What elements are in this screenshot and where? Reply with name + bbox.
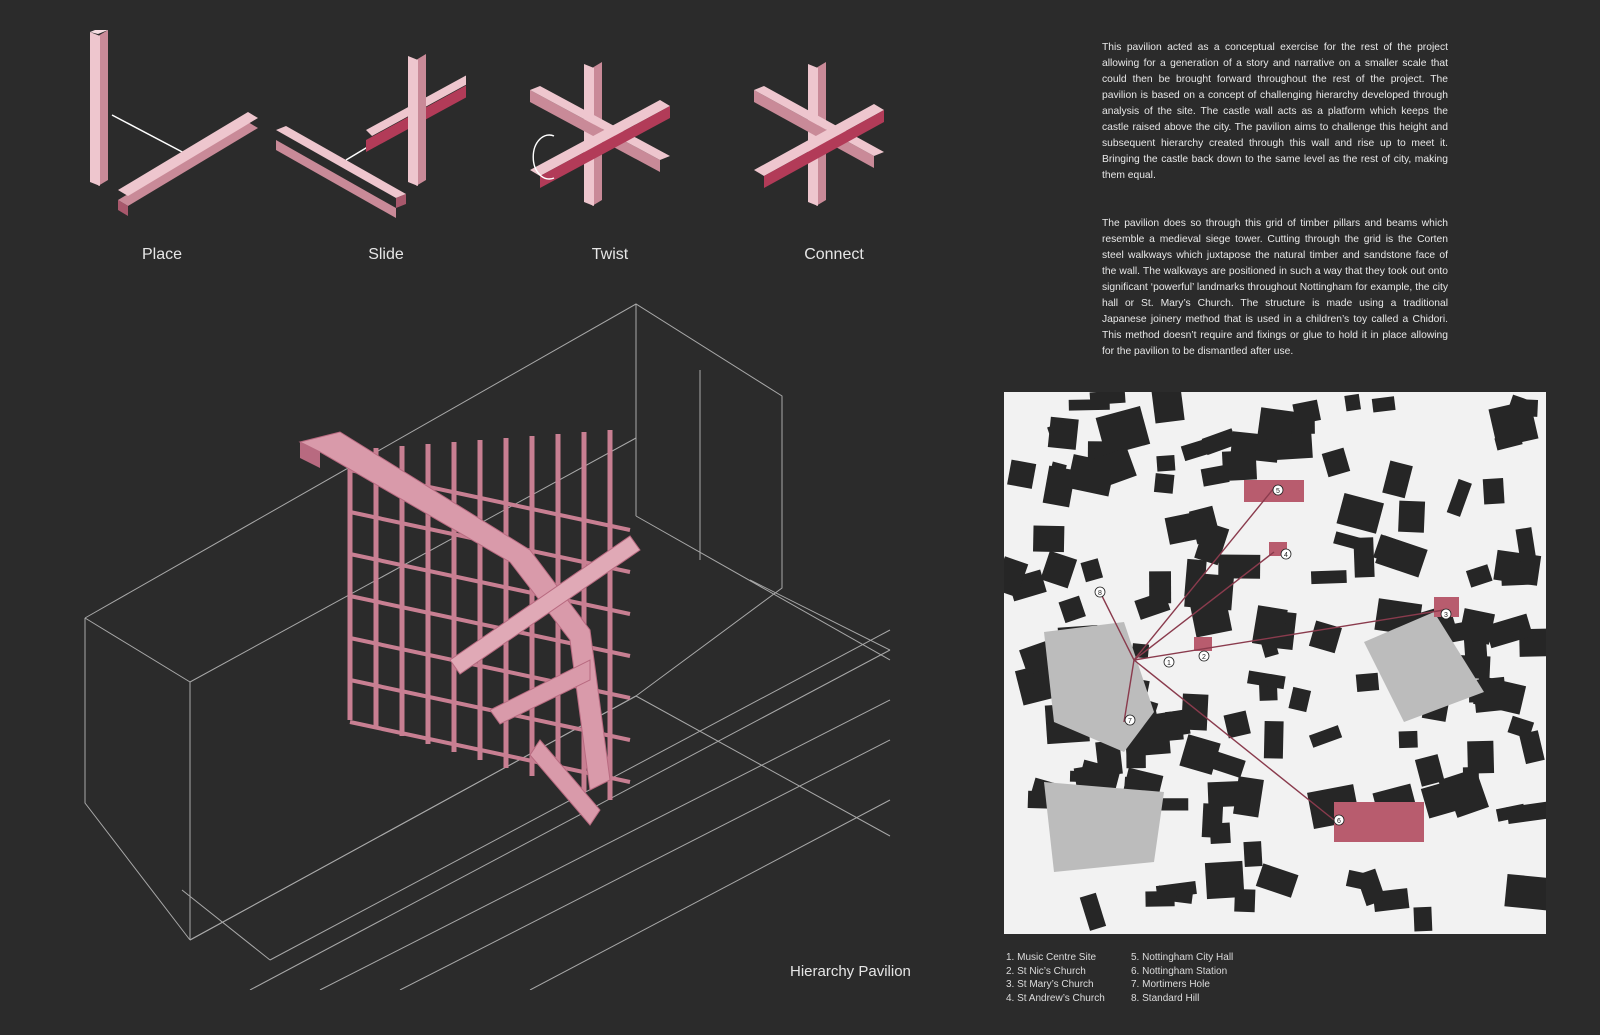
map-building <box>1288 687 1311 712</box>
site-map <box>1004 392 1546 934</box>
map-building <box>1311 570 1347 584</box>
legend-column-1 <box>1006 951 1105 1005</box>
map-building <box>1356 869 1386 906</box>
map-marker-label: 2 <box>1202 654 1206 661</box>
legend-item: 2. St Nic’s Church <box>1006 965 1086 977</box>
map-building <box>1033 526 1064 553</box>
drawing-caption: Hierarchy Pavilion <box>790 963 911 980</box>
description-paragraph-1: This pavilion acted as a conceptual exercise for the rest of the project allowing for a generation of a story and narrative on a smaller scale that could then be brought forward throughout the rest of the project. The pavilion is based on a concept of challenging hierarchy developed through analysis of the site. The castle wall acts as a platform which keeps the castle raised above the city. The pavilion aims to challenge this height and subsequent hierarchy created through this wall and rise up to meet it. Bringing the castle back down to the same level as the rest of city, making them equal. <box>1102 42 1448 181</box>
map-building <box>1264 721 1284 759</box>
map-marker-label: 4 <box>1284 552 1288 559</box>
joint-label-connect: Connect <box>804 246 864 263</box>
joint-diagram-twist <box>530 30 720 220</box>
map-marker-label: 7 <box>1128 718 1132 725</box>
map-building <box>1059 596 1086 623</box>
map-building <box>1156 455 1175 472</box>
map-building <box>1322 448 1351 478</box>
map-building <box>1483 478 1505 504</box>
map-building <box>1466 564 1493 587</box>
map-building <box>1309 621 1342 654</box>
map-marker-label: 3 <box>1444 612 1448 619</box>
map-marker-label: 5 <box>1276 488 1280 495</box>
map-building <box>1145 891 1174 907</box>
legend-column-2 <box>1131 951 1233 1005</box>
map-building <box>1181 435 1221 461</box>
map-building <box>1336 493 1384 534</box>
map-marker-label: 6 <box>1337 818 1341 825</box>
map-building <box>1155 709 1191 738</box>
map-building <box>1398 501 1425 533</box>
map-building <box>1208 781 1250 808</box>
map-building <box>1149 571 1171 603</box>
description-paragraph-2: The pavilion does so through this grid of timber pillars and beams which resemble a medieval siege tower. Cutting through the grid is the Corten steel walkways which juxtapose the natural timber and sandstone face of the wall. The walkways are positioned in such a way that they took out onto significant ‘powerful’ landmarks throughout Nottingham for example, the city hall or St. Mary’s Church. The structure is made using a traditional Japanese joinery method that is used in a children’s toy called a Chidori. This method doesn’t require and fixings or glue to hold it in place allowing for the pavilion to be dismantled after use. <box>1102 218 1448 357</box>
legend-item: 8. Standard Hill <box>1131 992 1200 1004</box>
map-building <box>1154 473 1175 494</box>
legend-item: 7. Mortimers Hole <box>1131 979 1210 990</box>
map-building <box>1447 479 1472 517</box>
map-building <box>1165 512 1201 545</box>
joint-diagram-connect <box>754 30 944 220</box>
map-building <box>1309 725 1342 748</box>
pavilion-axonometric <box>70 300 930 990</box>
map-building <box>1256 863 1299 897</box>
map-marker-label: 1 <box>1167 660 1171 667</box>
map-building <box>1467 741 1494 774</box>
map-building <box>1356 673 1379 692</box>
map-building <box>1069 399 1110 411</box>
legend-item: 4. St Andrew’s Church <box>1006 992 1105 1004</box>
map-marker-label: 8 <box>1098 590 1102 597</box>
joint-label-place: Place <box>141 246 183 263</box>
map-building <box>1399 731 1418 748</box>
joint-diagram-slide <box>276 30 466 220</box>
map-building <box>1222 450 1257 481</box>
map-building <box>1202 803 1223 838</box>
map-building <box>1080 558 1103 582</box>
map-building <box>1382 461 1413 499</box>
joint-label-slide: Slide <box>368 246 404 263</box>
map-building <box>1488 400 1538 448</box>
map-building <box>1252 605 1288 648</box>
map-building <box>1506 801 1546 824</box>
map-building <box>1504 874 1546 910</box>
map-building <box>1243 841 1262 867</box>
map-building <box>1333 531 1362 550</box>
map-building <box>1040 551 1077 589</box>
legend-item: 5. Nottingham City Hall <box>1131 952 1234 963</box>
joint-diagram-place <box>78 30 268 220</box>
map-building <box>1372 396 1396 412</box>
map-building <box>1205 861 1245 899</box>
map-building <box>1080 893 1106 931</box>
map-building <box>1344 394 1361 411</box>
legend-item: 3. St Mary’s Church <box>1006 979 1094 990</box>
map-building <box>1257 407 1294 442</box>
map-building <box>1007 460 1036 489</box>
map-building <box>1413 907 1432 932</box>
map-building <box>1152 392 1185 424</box>
legend-item: 6. Nottingham Station <box>1131 965 1228 977</box>
legend-item: 1. Music Centre Site <box>1006 952 1097 963</box>
joint-label-twist: Twist <box>591 246 629 263</box>
